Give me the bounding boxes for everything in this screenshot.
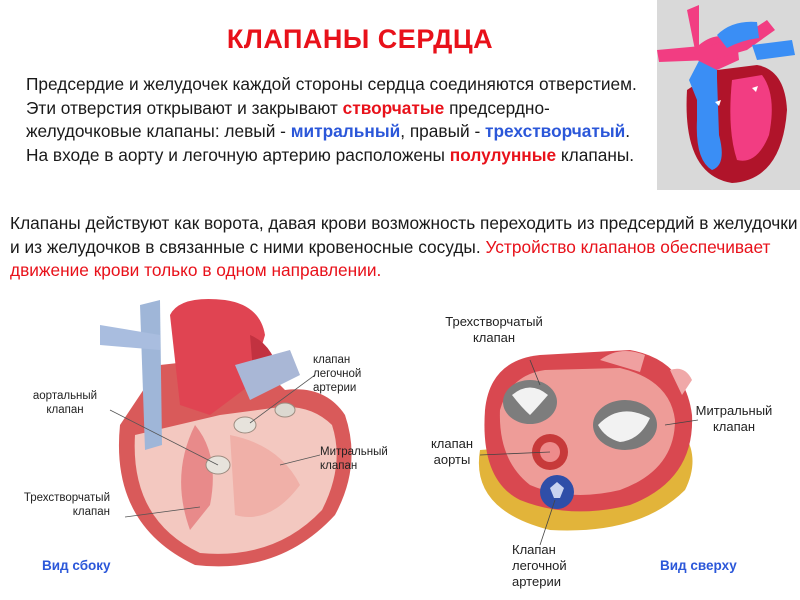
intro-paragraph: [26, 73, 651, 167]
intro-text-5: клапаны.: [556, 144, 635, 165]
intro-text-3: , правый -: [400, 121, 486, 141]
intro-text-2: предсердно-желудочковые клапаны: левый -: [26, 97, 550, 141]
top-view-caption: Вид сверху: [660, 558, 737, 573]
label-pulmonary-valve-top: Клапан легочной артерии: [512, 542, 567, 589]
heart-schematic-diagram: [657, 0, 800, 190]
label-mitral-valve-side: Митральный клапан: [320, 446, 388, 472]
label-aortic-valve-side: аортальный клапан: [32, 390, 98, 416]
label-aortic-valve-top: клапан аорты: [430, 436, 474, 467]
page-title: КЛАПАНЫ СЕРДЦА: [226, 24, 494, 54]
label-tricuspid-valve-top: Трехстворчатый клапан: [445, 314, 543, 345]
top-view-pointer-lines: [440, 340, 770, 580]
intro-text-4: . На входе в аорту и легочную артерию расположены: [26, 121, 631, 165]
side-view-caption: Вид сбоку: [42, 558, 111, 573]
valves-explanation-text: Клапаны действуют как ворота, давая крови возможность переходить из предсердий в желудочки и из желудочков в связанные с ними кровеносные сосуды.: [10, 213, 798, 257]
label-pulmonary-valve-side: клапан легочной артерии: [313, 354, 362, 394]
label-tricuspid-valve-side: Трехстворчатый клапан: [23, 492, 110, 518]
label-mitral-valve-top: Митральный клапан: [695, 403, 773, 434]
intro-text-1: Предсердие и желудочек каждой стороны сердца соединяются отверстием. Эти отверстия открывают и закрывают: [26, 74, 637, 118]
valves-explanation: [10, 212, 800, 283]
intro-highlight-leaflet: створчатые: [342, 97, 445, 118]
intro-highlight-tricuspid: трехстворчатый: [485, 121, 626, 141]
valves-explanation-highlight: Устройство клапанов обеспечивает движение крови только в одном направлении.: [10, 236, 771, 280]
intro-highlight-mitral: митральный: [290, 121, 401, 141]
heart-side-view-illustration: [100, 295, 365, 575]
intro-highlight-semilunar: полулунные: [449, 144, 557, 165]
